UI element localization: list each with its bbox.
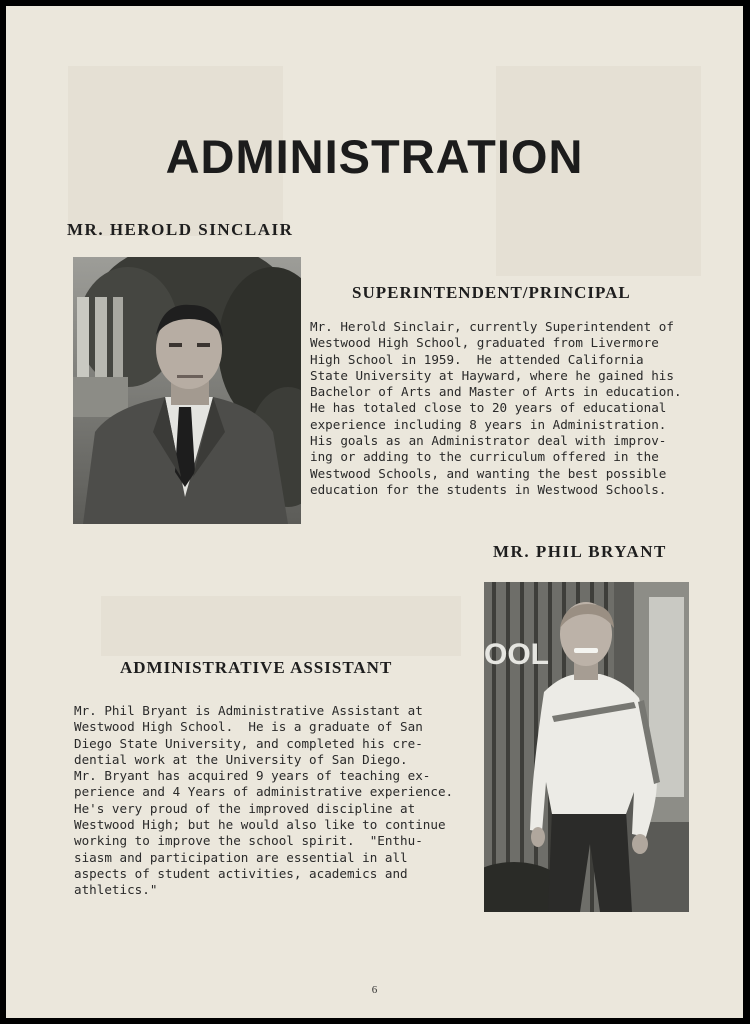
bryant-portrait: [484, 582, 689, 912]
page-number: 6: [371, 984, 378, 996]
bryant-role-heading: ADMINISTRATIVE ASSISTANT: [120, 658, 393, 677]
school-sign-text: OOL: [484, 638, 549, 671]
sinclair-bio: Mr. Herold Sinclair, currently Superintendent of Westwood High School, graduated from Livermore High School in 1959. He attended California State University at Hayward, where he gained his Bachelor of Arts and Master of Arts in education. He has totaled close to 20 years of educational experience including 8 years in Administration. His goals as an Administrator deal with improv- ing or adding to the curriculum offered in the Westwood Schools, and wanting the best possible education for the students in Westwood Schools.: [310, 319, 682, 497]
page-title: ADMINISTRATION: [165, 130, 584, 184]
bleed-through-shape: [101, 596, 461, 656]
bryant-bio: Mr. Phil Bryant is Administrative Assistant at Westwood High School. He is a graduate of San Diego State University, and completed his cre- dential work at the University of San Diego. Mr. Bryant has acquired 9 years of teaching ex- perience and 4 Years of administrative experience. He's very proud of the improved discipline at Westwood High; but he would also like to continue working to improve the school spirit. "Enthu- siasm and participation are essential in all aspects of student activities, academics and athletics.": [74, 703, 454, 898]
bryant-photo: [484, 582, 689, 912]
sinclair-role-heading: SUPERINTENDENT/PRINCIPAL: [352, 283, 631, 302]
bryant-name-heading: MR. PHIL BRYANT: [493, 542, 667, 561]
sinclair-photo: [73, 257, 301, 524]
sinclair-portrait: [73, 257, 301, 524]
sinclair-name-heading: MR. HEROLD SINCLAIR: [67, 220, 294, 239]
yearbook-page: [6, 6, 743, 1018]
